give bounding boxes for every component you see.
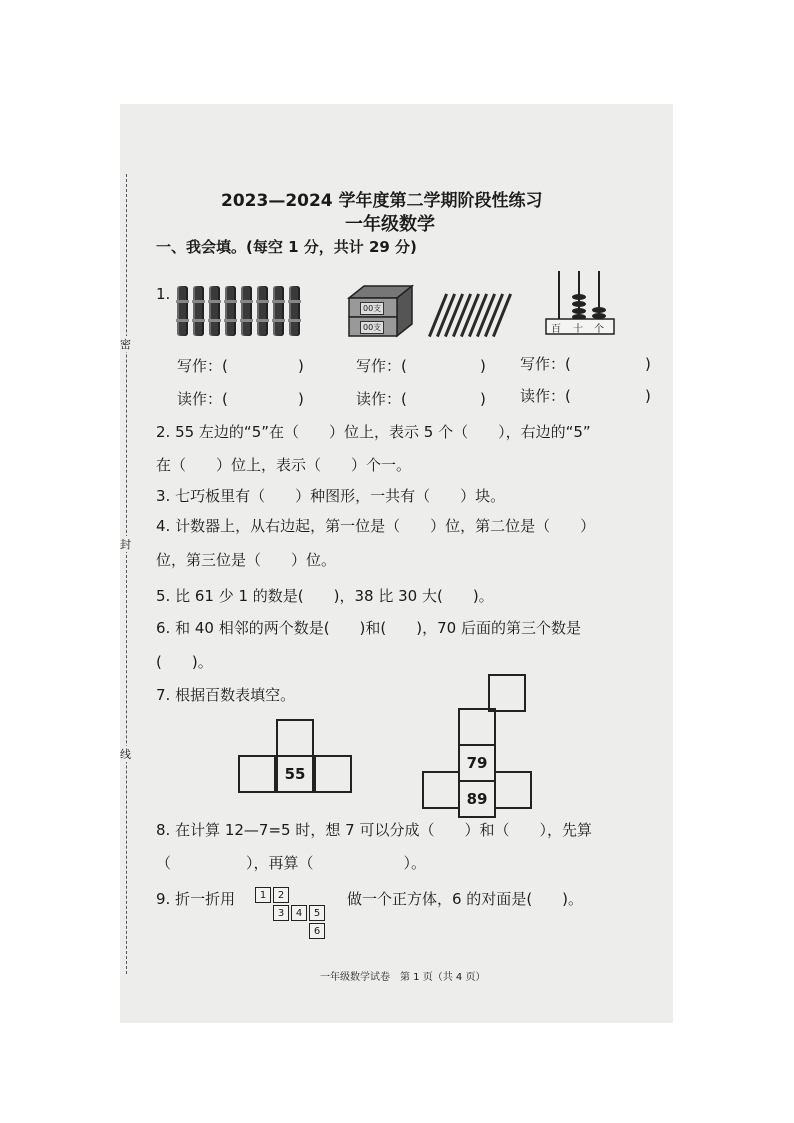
grid2-upper-cell <box>458 708 496 746</box>
exam-title: 2023—2024 学年度第二学期阶段性练习 <box>221 191 543 211</box>
net-cell-1: 1 <box>255 887 271 903</box>
q1-write-close-1: ) <box>298 357 304 375</box>
q1-read-close-3: ) <box>645 387 651 405</box>
grid2-bottom-right <box>494 771 532 809</box>
box-label-1: 00支 <box>360 302 384 315</box>
q1-number: 1. <box>156 285 171 303</box>
net-cell-4: 4 <box>291 905 307 921</box>
grid1-value-cell: 55 <box>276 755 314 793</box>
q1-write-close-3: ) <box>645 355 651 373</box>
q9-prefix: 9. 折一折用 <box>156 890 236 908</box>
binding-line <box>126 174 127 974</box>
box-label-2: 00支 <box>360 321 384 334</box>
q4-line-2: 位，第三位是（ ）位。 <box>156 551 337 569</box>
abacus-label-hundreds: 百 <box>551 324 561 335</box>
grid2-value-79: 79 <box>458 744 496 782</box>
grid1-top-cell <box>276 719 314 757</box>
binding-mark-3: 线 <box>120 748 131 761</box>
net-cell-6: 6 <box>309 923 325 939</box>
q1-write-label-3: 写作：( <box>520 355 571 373</box>
section-heading: 一、我会填。(每空 1 分，共计 29 分) <box>156 238 417 256</box>
grid2-top-cell <box>488 674 526 712</box>
binding-mark-1: 密 <box>120 338 131 351</box>
q9-suffix: 做一个正方体，6 的对面是( )。 <box>347 890 584 908</box>
grid1-row3-right <box>314 755 352 793</box>
q1-read-close-1: ) <box>298 390 304 408</box>
net-cell-2: 2 <box>273 887 289 903</box>
grid1-row3-left <box>238 755 276 793</box>
q1-write-close-2: ) <box>480 357 486 375</box>
q4-line-1: 4. 计数器上，从右边起，第一位是（ ）位，第二位是（ ） <box>156 517 596 535</box>
net-cell-5: 5 <box>309 905 325 921</box>
q6-line-1: 6. 和 40 相邻的两个数是( )和( )，70 后面的第三个数是 <box>156 619 581 637</box>
abacus-label-ones: 个 <box>594 324 604 335</box>
q2-line-1: 2. 55 左边的“5”在（ ）位上，表示 5 个（ ），右边的“5” <box>156 423 591 441</box>
q1-read-label-3: 读作：( <box>520 387 571 405</box>
q2-line-2: 在（ ）位上，表示（ ）个一。 <box>156 456 412 474</box>
binding-mark-2: 封 <box>120 538 131 551</box>
net-cell-3: 3 <box>273 905 289 921</box>
q8-line-2: （ ），再算（ ）。 <box>156 854 427 872</box>
q3-line-1: 3. 七巧板里有（ ）种图形，一共有（ ）块。 <box>156 487 506 505</box>
q1-write-label-2: 写作：( <box>356 357 407 375</box>
q1-read-label-1: 读作：( <box>177 390 228 408</box>
q1-read-label-2: 读作：( <box>356 390 407 408</box>
q5-line-1: 5. 比 61 少 1 的数是( )，38 比 30 大( )。 <box>156 587 494 605</box>
abacus-label-tens: 十 <box>573 324 583 335</box>
page-footer: 一年级数学试卷 第 1 页（共 4 页） <box>320 972 486 983</box>
exam-paper <box>120 104 673 1023</box>
grid2-bottom-left <box>422 771 460 809</box>
q8-line-1: 8. 在计算 12—7=5 时，想 7 可以分成（ ）和（ ），先算 <box>156 821 592 839</box>
q7-line-1: 7. 根据百数表填空。 <box>156 686 296 704</box>
grid2-value-89: 89 <box>458 780 496 818</box>
q1-read-close-2: ) <box>480 390 486 408</box>
q1-write-label-1: 写作：( <box>177 357 228 375</box>
exam-subtitle: 一年级数学 <box>345 214 435 235</box>
q6-line-2: ( )。 <box>156 653 213 671</box>
